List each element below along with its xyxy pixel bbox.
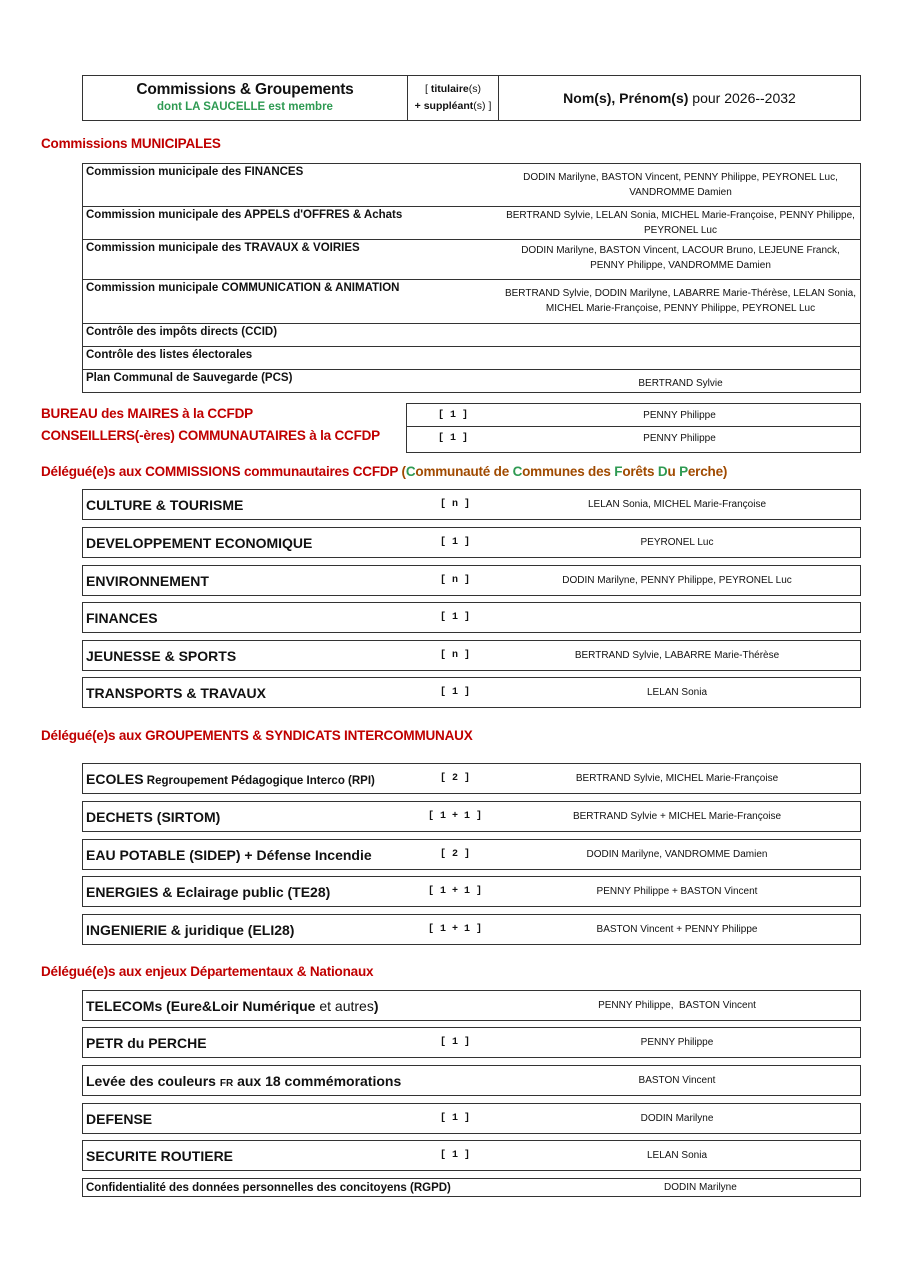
table-row (83, 347, 860, 370)
table-row (82, 990, 861, 1021)
table-row (82, 876, 861, 907)
label-end: ) (373, 997, 379, 1014)
table-row (82, 801, 861, 832)
titulaire-suffix: (s) (468, 83, 482, 95)
row-names: LELAN Sonia, MICHEL Marie-Françoise (587, 499, 767, 510)
row-quantity: [ n ] (439, 650, 470, 661)
row-names: BERTRAND Sylvie + MICHEL Marie-Françoise (572, 811, 782, 822)
row-label: CULTURE & TOURISME (86, 496, 244, 513)
label-main: ECOLES (86, 770, 144, 787)
row-names: DODIN Marilyne (640, 1113, 714, 1124)
title-initial: P (679, 464, 688, 479)
row-label: Commission municipale des TRAVAUX & VOIRIES (86, 242, 360, 254)
table-row (83, 370, 860, 392)
row-names: PENNY Philippe (640, 1037, 714, 1048)
table-row (82, 640, 861, 671)
row-quantity: [ 1 ] (439, 612, 470, 623)
row-names: LELAN Sonia (646, 1150, 708, 1161)
row-label: DECHETS (SIRTOM) (86, 808, 221, 825)
title-part: erche) (687, 464, 728, 479)
table-row (82, 602, 861, 633)
title-main: Délégué(e)s aux COMMISSIONS communautaires CCFDP (41, 464, 402, 479)
titulaire-label: titulaire (430, 83, 469, 95)
table-row (82, 1103, 861, 1134)
table-row (82, 839, 861, 870)
row-names: BERTRAND Sylvie, MICHEL Marie-Françoise (575, 773, 779, 784)
row-label (83, 1073, 416, 1089)
title-initial: F (614, 464, 623, 479)
header-title-cell (83, 76, 408, 120)
row-label: DEVELOPPEMENT ECONOMIQUE (86, 534, 313, 551)
row-names: DODIN Marilyne, PENNY Philippe, PEYRONEL Luc (562, 575, 792, 586)
row-quantity: [ 1 ] (439, 1113, 470, 1124)
table-row (83, 240, 860, 280)
header-names-cell (499, 76, 860, 120)
page-subtitle: dont LA SAUCELLE est membre (157, 101, 333, 113)
conseillers-label: CONSEILLERS(-ères) COMMUNAUTAIRES à la CCFDP (41, 428, 380, 443)
row-label: DEFENSE (86, 1110, 153, 1127)
table-row (83, 207, 860, 240)
title-part: ommunes des (522, 464, 615, 479)
row-label: Contrôle des listes électorales (86, 349, 253, 361)
row-names: BERTRAND Sylvie, LELAN Sonia, MICHEL Marie-Françoise, PENNY Philippe, PEYRONEL Luc (506, 210, 855, 236)
row-label (83, 771, 416, 787)
row-quantity: [ 2 ] (439, 849, 470, 860)
row-names: PENNY Philippe, BASTON Vincent (598, 1000, 756, 1011)
row-label: Confidentialité des données personnelles des concitoyens (RGPD) (86, 1181, 451, 1194)
row-label: Commission municipale des APPELS d'OFFRES & Achats (86, 209, 403, 221)
row-label: PETR du PERCHE (86, 1034, 207, 1051)
row-names: DODIN Marilyne, BASTON Vincent, PENNY Philippe, PEYRONEL Luc, VANDROMME Damien (523, 172, 838, 198)
table-row (82, 489, 861, 520)
row-names (501, 347, 860, 369)
row-names: BERTRAND Sylvie (638, 378, 723, 389)
row-label: FINANCES (86, 609, 158, 626)
row-label: JEUNESSE & SPORTS (86, 647, 237, 664)
table-row (82, 1027, 861, 1058)
row-names: DODIN Marilyne, VANDROMME Damien (586, 849, 768, 860)
table-row (83, 280, 860, 324)
row-label: INGENIERIE & juridique (ELI28) (86, 921, 295, 938)
table-row (82, 1178, 861, 1197)
section-title-communautaires (41, 464, 727, 479)
row-quantity: [ 1 ] (437, 432, 468, 444)
label-normal: et autres (315, 997, 374, 1014)
table-row (407, 427, 860, 449)
row-label: Commission municipale des FINANCES (86, 166, 304, 178)
title-initial: C (405, 464, 416, 479)
header-role-cell (408, 76, 499, 120)
suppleant-label: suppléant (423, 100, 474, 112)
row-names: LELAN Sonia (646, 687, 708, 698)
table-row (82, 1140, 861, 1171)
row-quantity: [ 1 ] (439, 687, 470, 698)
row-label: ENVIRONNEMENT (86, 572, 209, 589)
label-detail: Regroupement Pédagogique Interco (RPI) (143, 774, 375, 787)
bracket-open: [ (424, 83, 431, 95)
row-names: BASTON Vincent (638, 1075, 716, 1086)
table-row (82, 763, 861, 794)
table-row (82, 914, 861, 945)
row-names: BASTON Vincent + PENNY Philippe (596, 924, 758, 935)
table-row (83, 324, 860, 347)
municipal-table (82, 163, 861, 393)
section-title-municipales: Commissions MUNICIPALES (41, 136, 221, 151)
page-title: Commissions & Groupements (136, 81, 354, 98)
title-part: ( (401, 464, 406, 479)
row-quantity: [ 1 + 1 ] (427, 886, 482, 897)
title-initial: D (657, 464, 668, 479)
row-label: Contrôle des impôts directs (CCID) (86, 326, 278, 338)
row-quantity: [ 1 ] (439, 1150, 470, 1161)
row-names: DODIN Marilyne, BASTON Vincent, LACOUR Bruno, LEJEUNE Franck, PENNY Philippe, VANDROMME Damien (521, 245, 840, 271)
section-title-groupements: Délégué(e)s aux GROUPEMENTS & SYNDICATS INTERCOMMUNAUX (41, 728, 473, 743)
row-quantity: [ 1 ] (437, 409, 468, 421)
row-names: DODIN Marilyne (664, 1182, 737, 1193)
row-label: Plan Communal de Sauvegarde (PCS) (86, 372, 293, 384)
row-names: PENNY Philippe (643, 409, 716, 421)
ccfdp-table (406, 403, 861, 453)
row-names (501, 324, 860, 346)
row-names: PEYRONEL Luc (640, 537, 714, 548)
row-label: EAU POTABLE (SIDEP) + Défense Incendie (86, 846, 372, 863)
row-label: TRANSPORTS & TRAVAUX (86, 684, 266, 701)
row-quantity: [ n ] (439, 499, 470, 510)
label-end: aux 18 commémorations (233, 1072, 402, 1089)
suppleant-suffix: (s) ] (473, 100, 492, 112)
table-row (82, 677, 861, 708)
section-title-nationaux: Délégué(e)s aux enjeux Départementaux & Nationaux (41, 964, 374, 979)
label-fr: FR (219, 1077, 234, 1089)
title-part: u (667, 464, 680, 479)
label-main: TELECOMs (Eure&Loir Numérique (86, 997, 316, 1014)
table-row (82, 527, 861, 558)
row-names: BERTRAND Sylvie, LABARRE Marie-Thérèse (574, 650, 780, 661)
row-quantity: [ 2 ] (439, 773, 470, 784)
table-row (82, 565, 861, 596)
row-label: SECURITE ROUTIERE (86, 1147, 234, 1164)
row-quantity: [ 1 ] (439, 1037, 470, 1048)
row-names: BERTRAND Sylvie, DODIN Marilyne, LABARRE Marie-Thérèse, LELAN Sonia, MICHEL Marie-Françoise, PENNY Philippe, PEYRONEL Luc (504, 288, 857, 314)
table-row (83, 164, 860, 207)
table-row (407, 404, 860, 427)
row-names: PENNY Philippe + BASTON Vincent (596, 886, 758, 897)
row-label: ENERGIES & Eclairage public (TE28) (86, 883, 331, 900)
row-quantity: [ 1 + 1 ] (427, 811, 482, 822)
plus-sign: + (414, 100, 424, 112)
row-quantity: [ n ] (439, 575, 470, 586)
row-quantity: [ 1 ] (439, 537, 470, 548)
row-label: Commission municipale COMMUNICATION & ANIMATION (86, 282, 400, 294)
mandate-period: pour 2026--2032 (688, 90, 796, 106)
title-initial: C (512, 464, 523, 479)
row-quantity: [ 1 + 1 ] (427, 924, 482, 935)
header-table (82, 75, 861, 121)
table-row (82, 1065, 861, 1096)
names-header: Nom(s), Prénom(s) (563, 90, 689, 106)
title-part: orêts (622, 464, 658, 479)
label-main: Levée des couleurs (86, 1072, 220, 1089)
bureau-maires-label: BUREAU des MAIRES à la CCFDP (41, 406, 253, 421)
title-part: ommunauté de (415, 464, 513, 479)
row-names: PENNY Philippe (643, 432, 716, 444)
row-label (83, 998, 416, 1014)
